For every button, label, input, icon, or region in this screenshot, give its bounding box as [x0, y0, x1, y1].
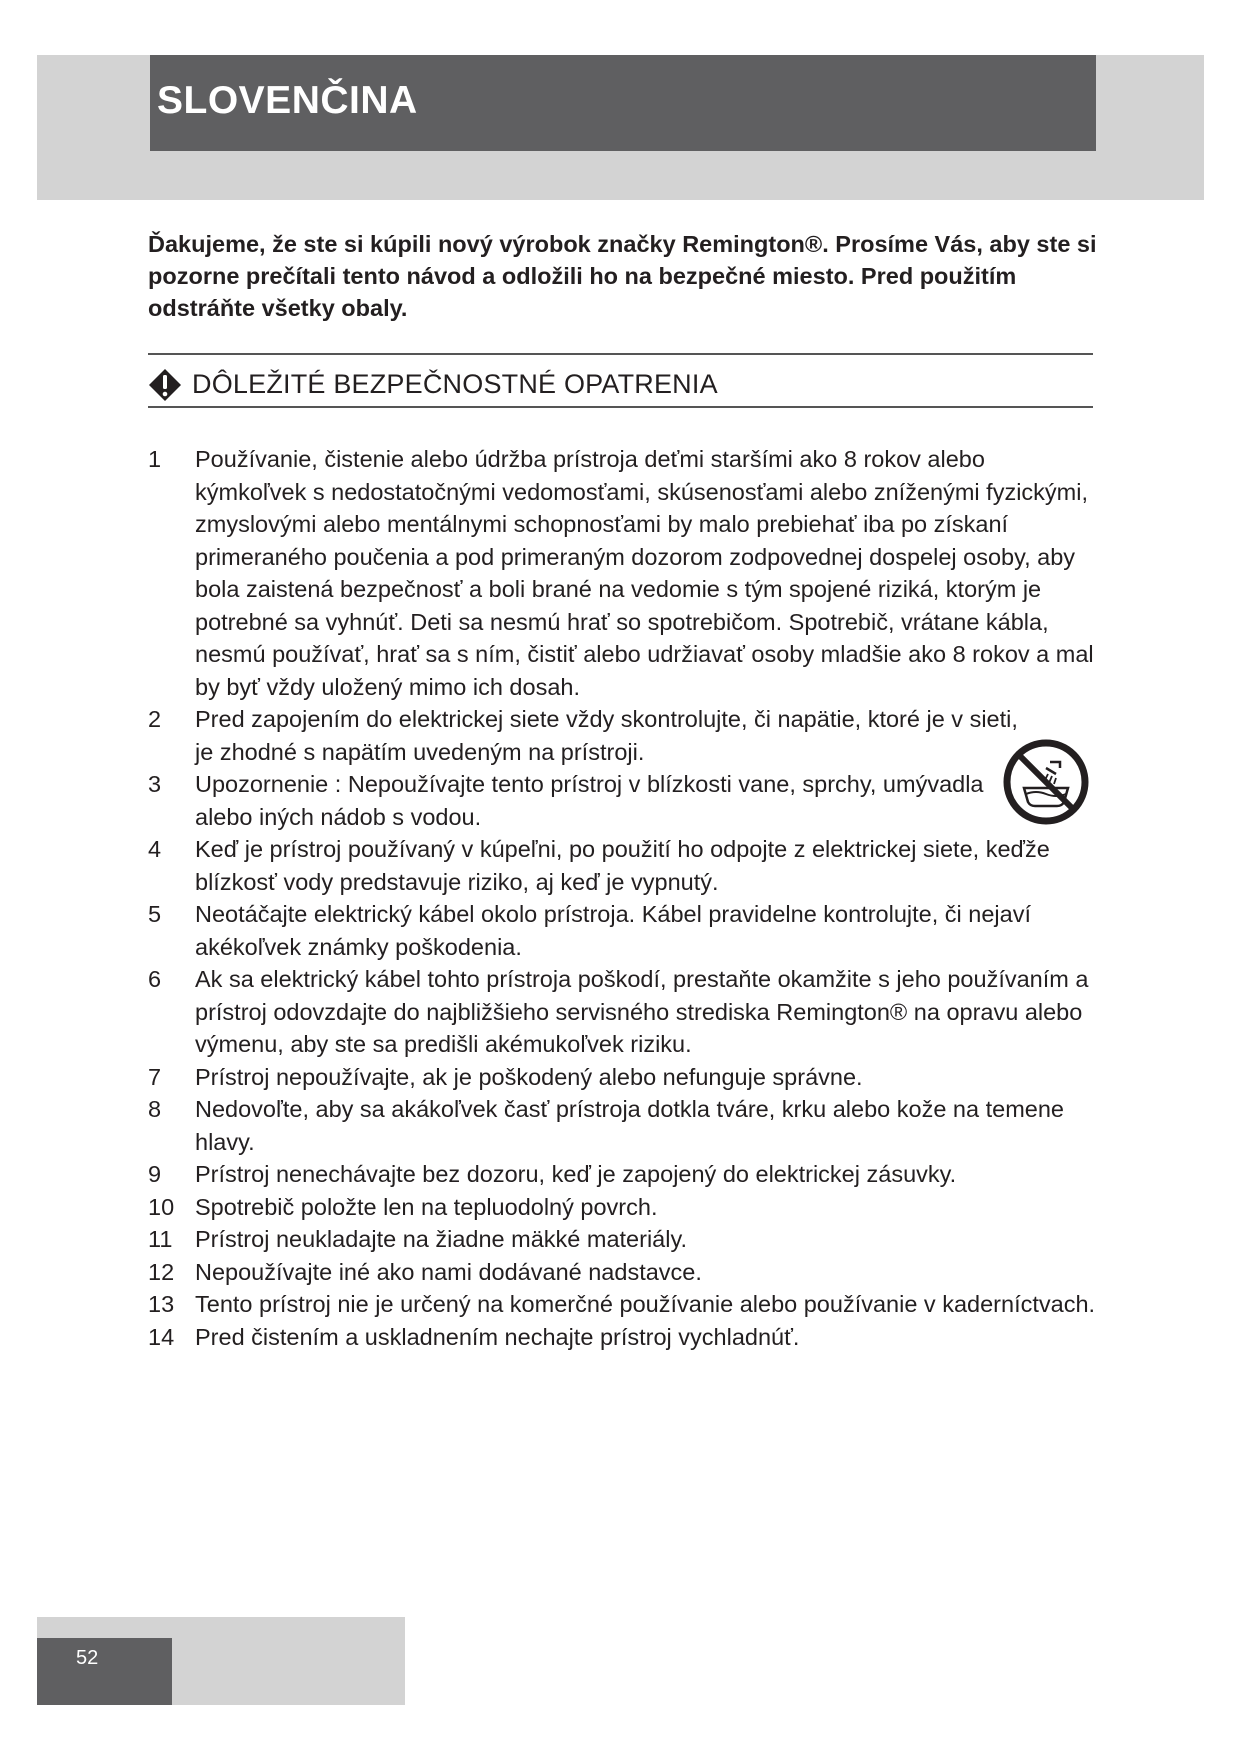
- item-text: Upozornenie : Nepoužívajte tento prístroj v blízkosti vane, sprchy, umývadla alebo iných nádob s vodou.: [195, 771, 984, 830]
- list-item: [148, 1061, 1098, 1094]
- list-item: [148, 1191, 1098, 1224]
- list-item: [148, 703, 1098, 768]
- page-number: 52: [76, 1647, 99, 1669]
- footer-page-box: [37, 1638, 172, 1705]
- section-title: DÔLEŽITÉ BEZPEČNOSTNÉ OPATRENIA: [192, 369, 718, 399]
- item-number: 14: [148, 1323, 175, 1350]
- item-text: Nepoužívajte iné ako nami dodávané nadstavce.: [195, 1258, 702, 1285]
- item-number: 10: [148, 1193, 175, 1220]
- item-number: 3: [148, 771, 162, 797]
- item-number: 13: [148, 1291, 175, 1317]
- item-text: Prístroj nenechávajte bez dozoru, keď je zapojený do elektrickej zásuvky.: [195, 1161, 957, 1187]
- list-item: [148, 1223, 1098, 1256]
- item-text: Nedovoľte, aby sa akákoľvek časť prístroja dotkla tváre, krku alebo kože na temene hlavy.: [195, 1096, 1064, 1155]
- item-number: 12: [148, 1258, 175, 1285]
- list-item: [148, 443, 1098, 703]
- list-item: [148, 1321, 1098, 1354]
- item-number: 5: [148, 901, 162, 927]
- list-item: [148, 833, 1098, 898]
- item-number: 7: [148, 1063, 162, 1090]
- item-text: Pred zapojením do elektrickej siete vždy skontrolujte, či napätie, ktoré je v sieti, je zhodné s napätím uvedeným na prístroji.: [195, 706, 1018, 765]
- safety-list: [148, 443, 1098, 1353]
- list-item: [148, 1288, 1098, 1321]
- item-text: Ak sa elektrický kábel tohto prístroja poškodí, prestaňte okamžite s jeho používaním a prístroj odovzdajte do najbližšieho servisného strediska Remington® na opravu alebo výmenu, aby ste sa predišli akémukoľvek riziku.: [195, 966, 1089, 1057]
- item-number: 2: [148, 706, 162, 732]
- item-number: 8: [148, 1096, 162, 1122]
- list-item: [148, 768, 1098, 833]
- item-text: Keď je prístroj používaný v kúpeľni, po použití ho odpojte z elektrickej siete, keďže blízkosť vody predstavuje riziko, aj keď je vypnutý.: [195, 836, 1050, 895]
- list-item: [148, 1093, 1098, 1158]
- item-text: Pred čistením a uskladnením nechajte prístroj vychladnúť.: [195, 1323, 800, 1350]
- list-item: [148, 1256, 1098, 1289]
- list-item: [148, 898, 1098, 963]
- item-text: Spotrebič položte len na tepluodolný povrch.: [195, 1193, 658, 1220]
- item-number: 6: [148, 966, 162, 992]
- item-text: Tento prístroj nie je určený na komerčné používanie alebo používanie v kaderníctvach.: [195, 1291, 1096, 1317]
- item-number: 11: [148, 1226, 173, 1252]
- intro-text: Ďakujeme, že ste si kúpili nový výrobok značky Remington®. Prosíme Vás, aby ste si pozorne prečítali tento návod a odložili ho na bezpečné miesto. Pred použitím odstráňte všetky obaly.: [148, 231, 1097, 321]
- page-title: SLOVENČINA: [157, 79, 418, 122]
- list-item: [148, 1158, 1098, 1191]
- item-text: Prístroj nepoužívajte, ak je poškodený alebo nefunguje správne.: [195, 1063, 863, 1090]
- item-text: Neotáčajte elektrický kábel okolo prístroja. Kábel pravidelne kontrolujte, či nejaví akékoľvek známky poškodenia.: [195, 901, 1031, 960]
- item-text: Prístroj neukladajte na žiadne mäkké materiály.: [195, 1226, 687, 1252]
- list-item: [148, 963, 1098, 1061]
- item-text: Používanie, čistenie alebo údržba prístroja deťmi staršími ako 8 rokov alebo kýmkoľvek s nedostatočnými vedomosťami, skúsenosťami alebo zníženými fyzickými, zmyslovými alebo mentálnymi schopnosťami by malo prebiehať iba po získaní primeraného poučenia a pod primeraným dozorom zodpovednej dospelej osoby, aby bola zaistená bezpečnosť a boli brané na vedomie s tým spojené riziká, ktorým je potrebné sa vyhnúť. Deti sa nesmú hrať so spotrebičom. Spotrebič, vrátane kábla, nesmú používať, hrať sa s ním, čistiť alebo udržiavať osoby mladšie ako 8 rokov a mal by byť vždy uložený mimo ich dosah.: [195, 446, 1094, 700]
- warning-icon: [148, 368, 182, 402]
- section-rule-bottom: [148, 406, 1093, 408]
- section-rule-top: [148, 353, 1093, 355]
- item-number: 1: [148, 446, 162, 472]
- item-number: 4: [148, 836, 162, 862]
- item-number: 9: [148, 1161, 162, 1187]
- no-water-bath-icon: [1002, 738, 1090, 826]
